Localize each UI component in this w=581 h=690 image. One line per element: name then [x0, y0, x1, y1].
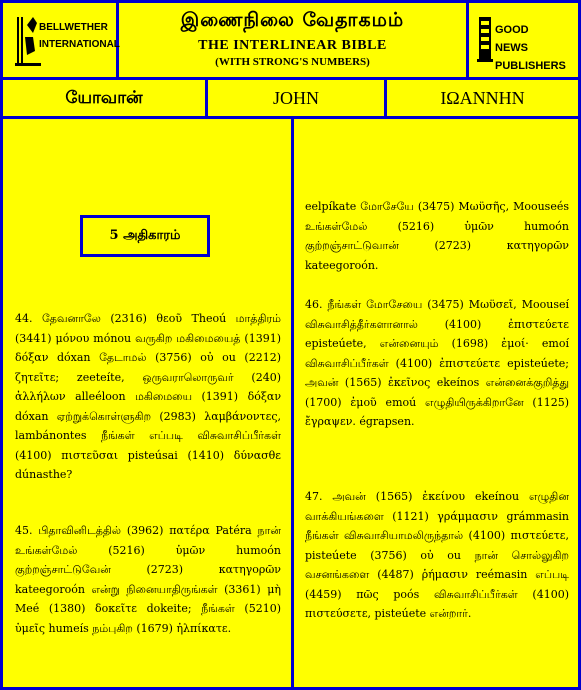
good-news-logo-line: GOOD NEWS PUBLISHERS — [495, 24, 566, 72]
book-greek: IΩANNHN — [440, 88, 525, 108]
verse-45: 45. பிதாவினிடத்தில் (3962) πατέρα Patéra நான் உங்கள்மேல் (5216) ὑμῶν humoón குற்றஞ்சாட்டுவேன் (2723) κατηγορῶν kateegoroón என்று நினையாதிருங்கள் (3361) μὴ Meé (1380) δοκεῖτε dokeite; நீங்கள் (5210) ὑμεῖς humeís நம்புகிற (1679) ἠλπίκατε. — [15, 524, 281, 635]
book-row — [3, 80, 578, 119]
verse-47: 47. அவன் (1565) ἐκείνου ekeínou எழுதின வாக்கியங்களை (1121) γράμμασιν grámmasin நீங்கள் விசுவாசியாமலிருந்தால் (4100) πιστεύετε, pisteúete (3756) οὐ ou நான் சொல்லுகிற வசனங்களை (4487) ῥήμασιν reémasin எப்படி (4459) πῶς poós விசுவாசிப்பீர்கள் (4100) πιστεύσετε, pisteúete என்றார். — [305, 490, 569, 620]
right-column — [294, 119, 578, 687]
book-english: JOHN — [208, 80, 387, 116]
verse-45-cont: eelpíkate மோசேயே (3475) Μωϋσῆς, Moouseés உங்கள்மேல் (5216) ὑμῶν humoón குற்றஞ்சாட்டுவான் (2723) κατηγορῶν kateegoroón. — [305, 200, 569, 272]
chapter-label: 5 அதிகாரம் — [80, 215, 210, 257]
verse-44: 44. தேவனாலே (2316) θεοῦ Theoú மாத்திரம் (3441) μόνου mónou வருகிற மகிமையைத் (1391) δόξαν dóxan தேடாமல் (3756) οὐ ou (2212) ζητεῖτε; zeeteíte, ஒருவராலொருவர் (240) ἀλλήλων alleéloon மகிமையை (1391) δόξαν dóxan ஏற்றுக்கொள்ளுகிற (2983) λαμβάνοντες, lambánontes நீங்கள் எப்படி விசுவாசிப்பீர்கள் (4100) πιστεῦσαι pisteúsai (1410) δύνασθε dúnasthe? — [15, 312, 281, 481]
bellwether-logo-line: BELLWETHER INTERNATIONAL — [39, 22, 120, 50]
verse-46: 46. நீங்கள் மோசேயை (3475) Μωϋσεῖ, Moouseí விசுவாசித்தீர்களானால் (4100) ἐπιστεύετε episteúete, என்னையும் (1698) ἐμοί· emoí விசுவாசிப்பீர்கள் (4100) ἐπιστεύετε episteúete; அவன் (1565) ἐκεῖνος ekeínos என்னைக்குறித்து (1700) ἐμοῦ emoú எழுதியிருக்கிறானே (1125) ἔγραψεν. égrapsen. — [305, 298, 569, 428]
english-title: THE INTERLINEAR BIBLE — [198, 38, 387, 53]
book-tamil: யோவான் — [3, 80, 208, 116]
header-divider — [3, 3, 578, 80]
tamil-title: இணைநிலை வேதாகமம் — [180, 9, 405, 31]
subtitle: (WITH STRONG'S NUMBERS) — [215, 56, 370, 68]
left-column — [3, 119, 294, 687]
